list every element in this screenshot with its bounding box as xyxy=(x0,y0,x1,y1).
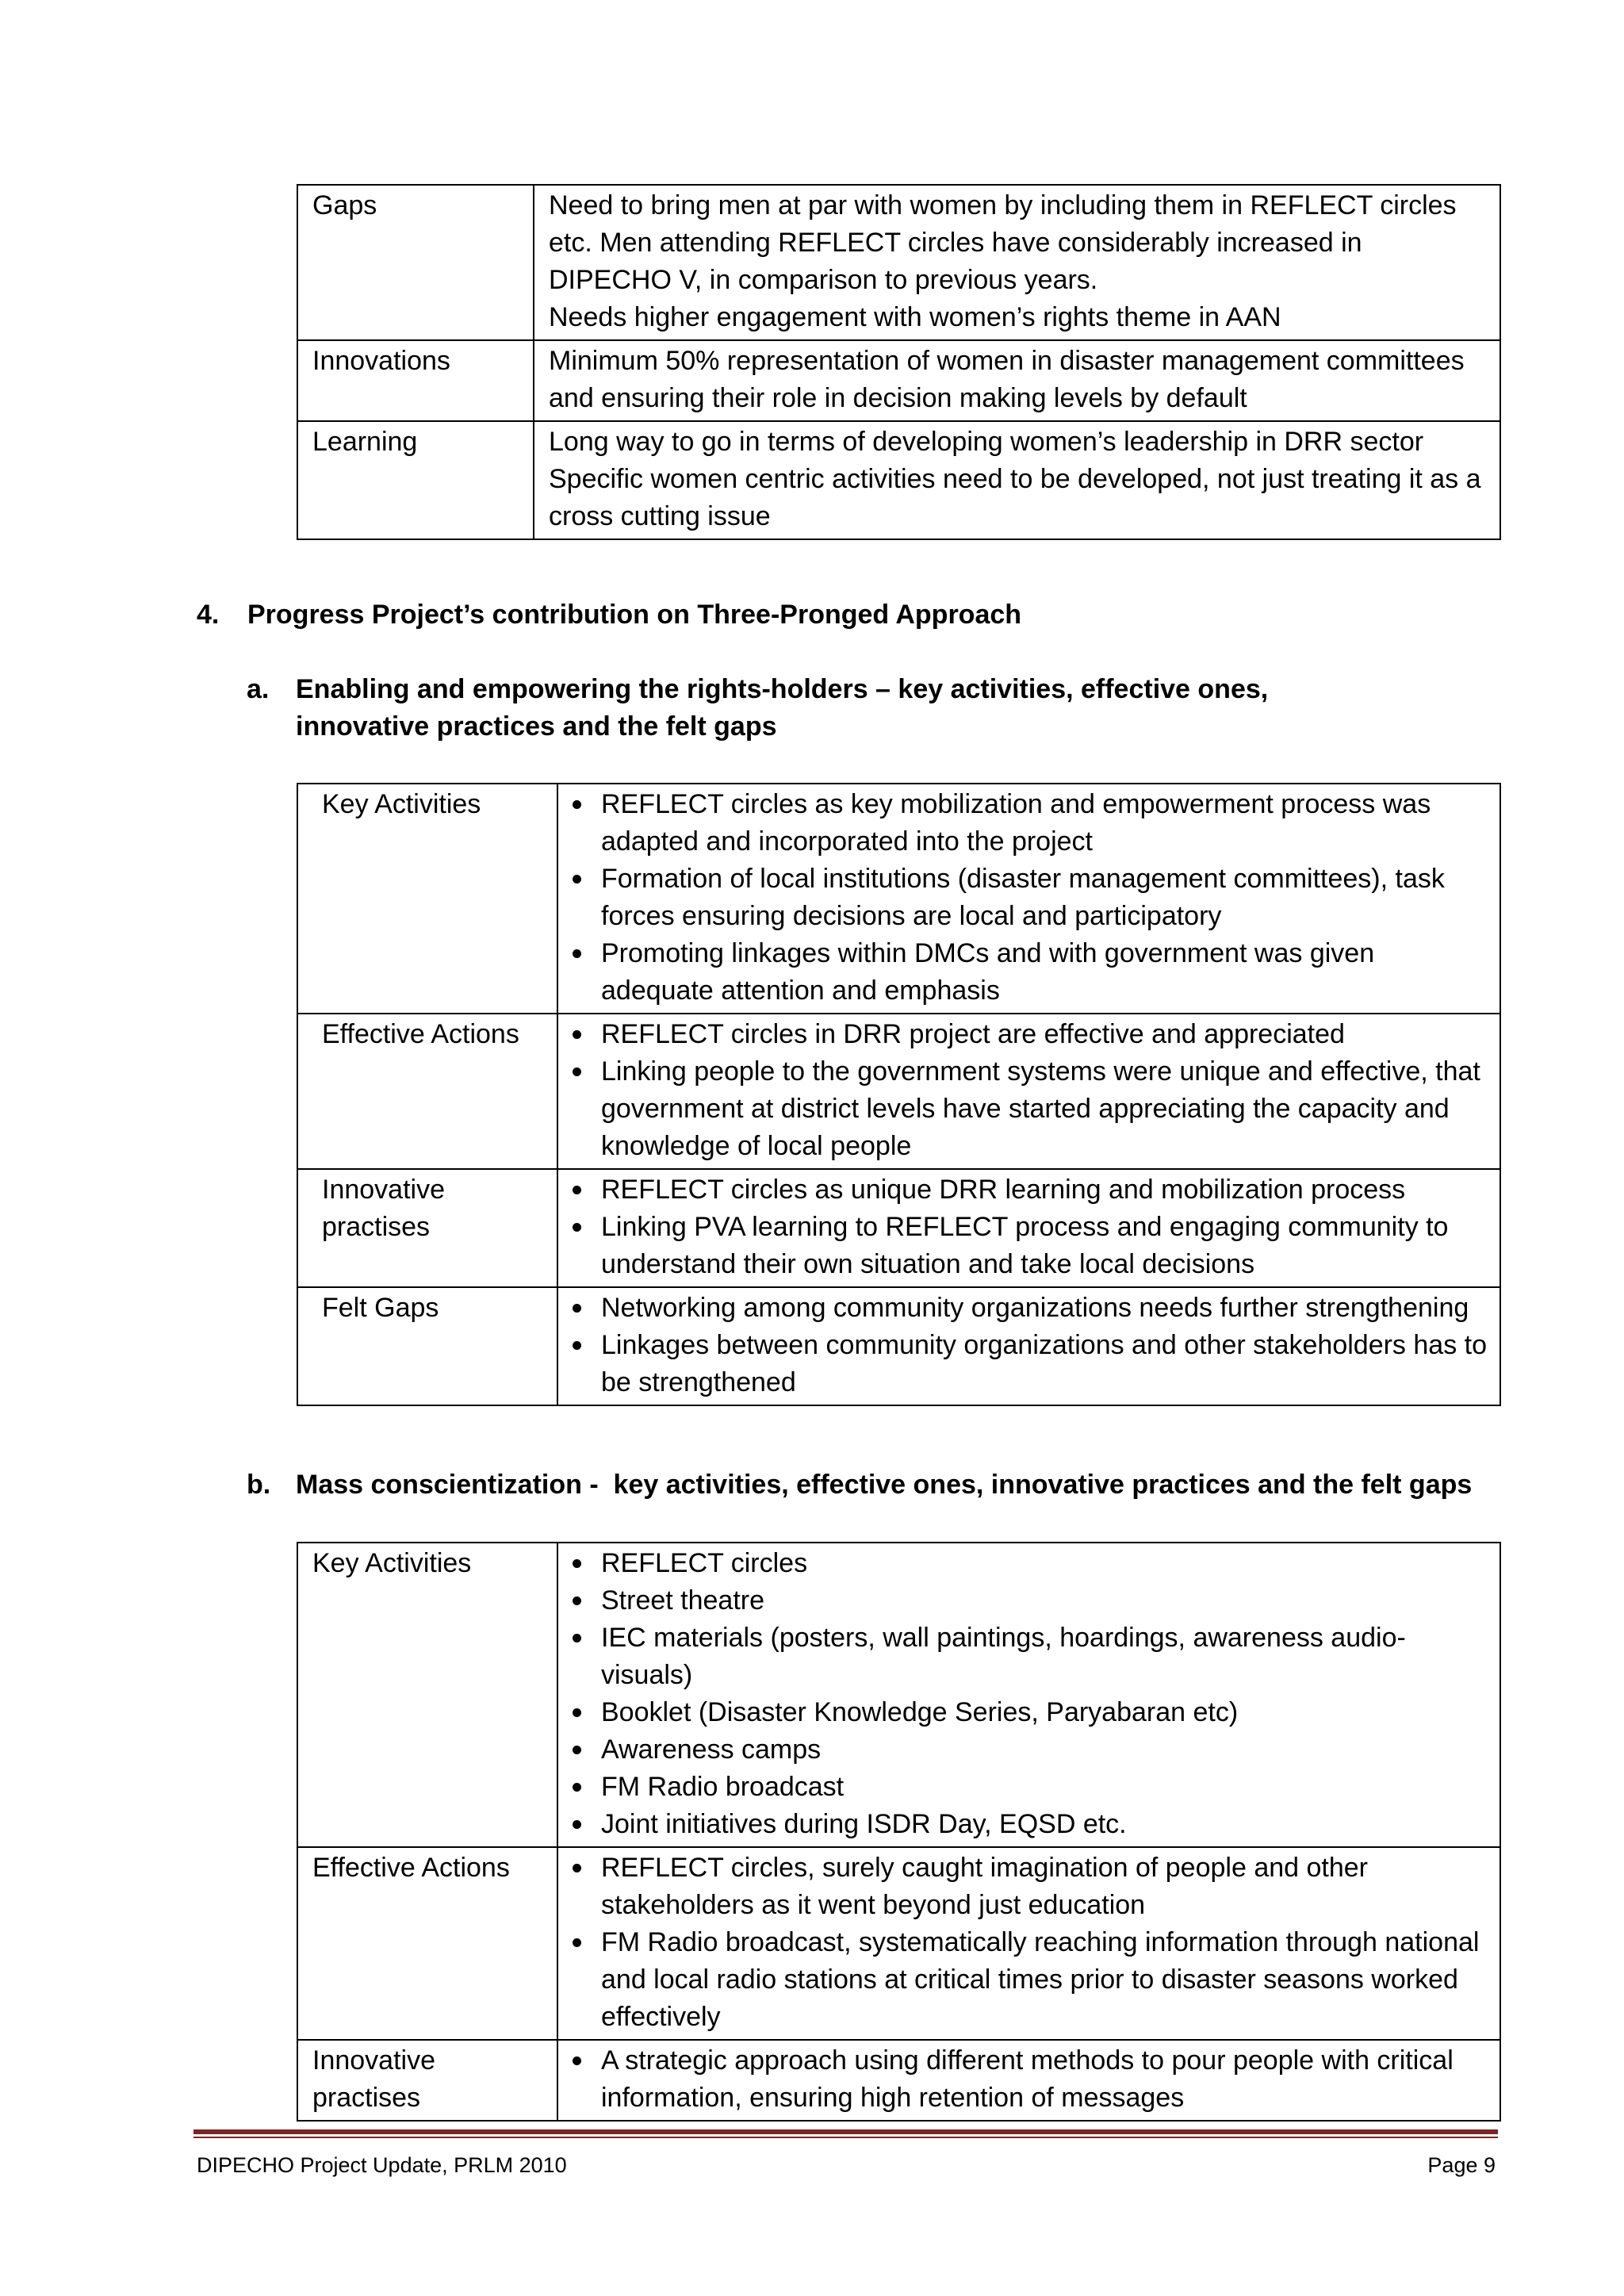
row-content xyxy=(557,2040,1500,2121)
section-heading xyxy=(197,596,1497,634)
row-label: Learning xyxy=(297,421,534,539)
bullet-item: Booklet (Disaster Knowledge Series, Paryabaran etc) xyxy=(566,1694,1487,1731)
row-label: Effective Actions xyxy=(297,1847,557,2040)
bullet-item: REFLECT circles as unique DRR learning and mobilization process xyxy=(566,1171,1487,1209)
row-content xyxy=(557,1287,1500,1405)
bullet-item: REFLECT circles, surely caught imagination of people and other stakeholders as it went beyond just education xyxy=(566,1849,1487,1924)
footer-document-title: DIPECHO Project Update, PRLM 2010 xyxy=(197,2153,567,2177)
bullet-item: Joint initiatives during ISDR Day, EQSD etc. xyxy=(566,1806,1487,1843)
rights-holders-table xyxy=(297,783,1501,1406)
content-line: Long way to go in terms of developing women’s leadership in DRR sector xyxy=(549,427,1424,457)
bullet-item: FM Radio broadcast, systematically reaching information through national and local radio stations at critical times prior to disaster seasons worked effectively xyxy=(566,1924,1487,2036)
footer-rule-thin xyxy=(193,2137,1498,2138)
row-label: Key Activities xyxy=(297,784,557,1014)
subsection-letter: a. xyxy=(247,674,270,704)
bullet-item: IEC materials (posters, wall paintings, hoardings, awareness audio-visuals) xyxy=(566,1619,1487,1694)
bullet-item: Street theatre xyxy=(566,1582,1487,1619)
table-row xyxy=(297,1014,1500,1169)
row-content xyxy=(557,1169,1500,1287)
table-row xyxy=(297,784,1500,1014)
mass-conscientization-table xyxy=(297,1542,1501,2122)
section-title: Progress Project’s contribution on Three-Pronged Approach xyxy=(247,600,1022,630)
table-row xyxy=(297,340,1500,421)
table-row xyxy=(297,1287,1500,1405)
row-label: Innovations xyxy=(297,340,534,421)
table-row xyxy=(297,185,1500,340)
content-line: Specific women centric activities need to be developed, not just treating it as a cross cutting issue xyxy=(549,464,1481,531)
subsection-title: Mass conscientization - key activities, effective ones, innovative practices and the felt gaps xyxy=(296,1470,1473,1500)
content-line: Needs higher engagement with women’s rights theme in AAN xyxy=(549,302,1281,332)
bullet-item: REFLECT circles xyxy=(566,1545,1487,1582)
section-number: 4. xyxy=(197,600,220,630)
subsection-letter: b. xyxy=(247,1470,271,1500)
content-line: Need to bring men at par with women by including them in REFLECT circles etc. Men attending REFLECT circles have considerably increased in DIPECHO V, in comparison to previous years. xyxy=(549,190,1457,295)
bullet-item: A strategic approach using different methods to pour people with critical information, ensuring high retention of messages xyxy=(566,2042,1487,2117)
bullet-item: Linkages between community organizations and other stakeholders has to be strengthened xyxy=(566,1327,1487,1401)
table-row xyxy=(297,2040,1500,2121)
footer-rule xyxy=(193,2129,1498,2134)
row-label: Key Activities xyxy=(297,1543,557,1847)
bullet-item: FM Radio broadcast xyxy=(566,1769,1487,1806)
row-content xyxy=(534,185,1500,340)
subsection-heading xyxy=(247,671,1388,746)
row-label: Effective Actions xyxy=(297,1014,557,1169)
bullet-item: Awareness camps xyxy=(566,1731,1487,1769)
row-content xyxy=(534,340,1500,421)
subsection-title: Enabling and empowering the rights-holders – key activities, effective ones, innovative practices and the felt gaps xyxy=(296,674,1269,742)
row-content xyxy=(534,421,1500,539)
row-content xyxy=(557,784,1500,1014)
bullet-item: REFLECT circles in DRR project are effective and appreciated xyxy=(566,1016,1487,1053)
row-label: Gaps xyxy=(297,185,534,340)
bullet-item: Linking PVA learning to REFLECT process and engaging community to understand their own situation and take local decisions xyxy=(566,1209,1487,1283)
footer-page-number: Page 9 xyxy=(1427,2153,1496,2177)
table-row xyxy=(297,421,1500,539)
content-line: Minimum 50% representation of women in disaster management committees and ensuring their role in decision making levels by default xyxy=(549,346,1465,413)
bullet-item: Networking among community organizations needs further strengthening xyxy=(566,1290,1487,1327)
row-content xyxy=(557,1014,1500,1169)
row-label: Felt Gaps xyxy=(297,1287,557,1405)
table-row xyxy=(297,1847,1500,2040)
bullet-item: Linking people to the government systems were unique and effective, that government at district levels have started appreciating the capacity and knowledge of local people xyxy=(566,1053,1487,1165)
bullet-item: Formation of local institutions (disaster management committees), task forces ensuring decisions are local and participatory xyxy=(566,861,1487,935)
bullet-item: Promoting linkages within DMCs and with government was given adequate attention and emphasis xyxy=(566,935,1487,1010)
row-content xyxy=(557,1543,1500,1847)
table-row xyxy=(297,1169,1500,1287)
row-content xyxy=(557,1847,1500,2040)
bullet-item: REFLECT circles as key mobilization and empowerment process was adapted and incorporated into the project xyxy=(566,786,1487,861)
row-label: Innovative practises xyxy=(297,2040,557,2121)
subsection-heading xyxy=(247,1466,1515,1504)
table-row xyxy=(297,1543,1500,1847)
gender-table xyxy=(297,184,1501,540)
row-label: Innovative practises xyxy=(297,1169,557,1287)
